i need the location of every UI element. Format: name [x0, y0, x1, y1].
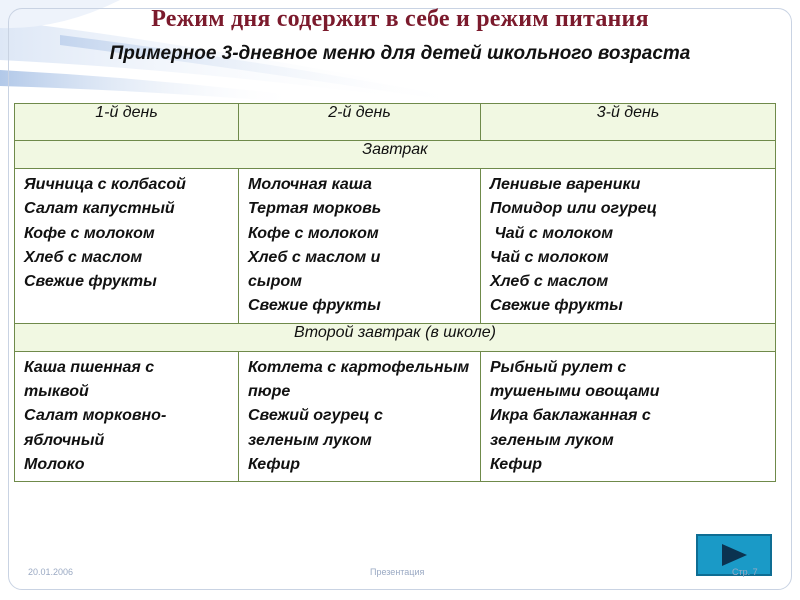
list-item: Кефир: [490, 455, 543, 473]
list-item: Свежий огурец с зеленым луком: [248, 407, 383, 449]
list-item: Свежие фрукты: [248, 297, 381, 315]
section-title: Второй завтрак (в школе): [15, 323, 776, 351]
list-item: Кофе с молоком: [24, 224, 155, 242]
list-item: Салат капустный: [24, 200, 175, 218]
list-item: Хлеб с маслом и сыром: [248, 248, 381, 291]
list-item: Яичница с колбасой: [24, 176, 186, 193]
footer-page-number: Стр. 7: [732, 567, 758, 577]
list-item: Кефир: [248, 455, 301, 473]
footer-title: Презентация: [370, 567, 425, 577]
list-item: Помидор или огурец: [490, 200, 657, 218]
list-item: Икра баклажанная с зеленым луком: [490, 407, 651, 449]
day-1-breakfast-cell: [15, 169, 239, 324]
day-1-second-breakfast-cell: [15, 351, 239, 481]
day-2-breakfast-cell: [239, 169, 481, 324]
list-item: Свежие фрукты: [490, 297, 623, 315]
table-row: [15, 351, 776, 481]
menu-table: [14, 103, 776, 482]
list-item: Молоко: [24, 455, 85, 473]
footer-date: 20.01.2006: [28, 567, 74, 577]
list-item: Кофе с молоком: [248, 224, 379, 242]
section-title: Завтрак: [15, 141, 776, 169]
header-day-3: 3-й день: [481, 104, 776, 141]
list-item: Ленивые вареники: [490, 176, 641, 193]
day-3-breakfast-cell: [481, 169, 776, 324]
header-day-2: 2-й день: [239, 104, 481, 141]
slide-subtitle: Примерное 3-дневное меню для детей школьного возраста: [109, 43, 691, 64]
section-row-second-breakfast: [15, 323, 776, 351]
day-2-second-breakfast-cell: [239, 351, 481, 481]
table-header-row: [15, 104, 776, 141]
list-item: Котлета с картофельным пюре: [248, 358, 470, 401]
list-item: Рыбный рулет с тушеными овощами: [490, 358, 660, 401]
play-triangle-icon: [719, 542, 749, 568]
header-day-1: 1-й день: [15, 104, 239, 141]
list-item: Хлеб с маслом: [24, 248, 143, 266]
list-item: Молочная каша: [248, 176, 372, 193]
list-item: Чай с молоком: [490, 224, 614, 242]
day-3-second-breakfast-cell: [481, 351, 776, 481]
list-item: Свежие фрукты: [24, 273, 157, 291]
list-item: Тертая морковь: [248, 200, 382, 218]
list-item: Каша пшенная с тыквой: [24, 358, 155, 401]
list-item: Салат морковно-яблочный: [24, 407, 167, 449]
section-row-breakfast: [15, 141, 776, 169]
list-item: Чай с молоком: [490, 248, 609, 266]
slide-title: Режим дня содержит в себе и режим питания: [151, 6, 649, 32]
list-item: Хлеб с маслом: [490, 273, 609, 291]
table-row: [15, 169, 776, 324]
